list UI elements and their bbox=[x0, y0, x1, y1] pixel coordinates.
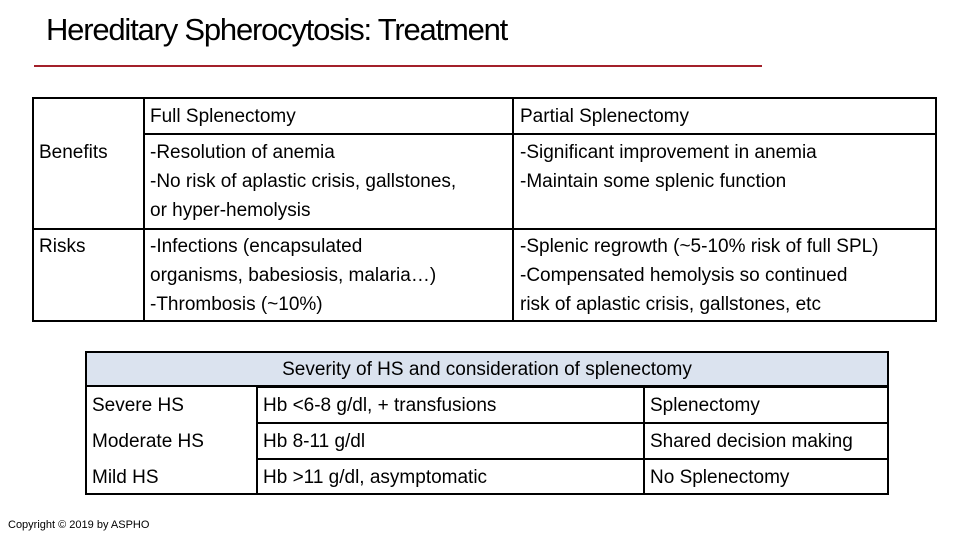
criteria-moderate: Hb 8-11 g/dl bbox=[263, 431, 366, 452]
recommendation-severe: Splenectomy bbox=[650, 395, 760, 416]
criteria-mild: Hb >11 g/dl, asymptomatic bbox=[263, 467, 488, 488]
severity-moderate: Moderate HS bbox=[92, 431, 204, 452]
column-header-full-splenectomy: Full Splenectomy bbox=[150, 106, 296, 127]
severity-severe: Severe HS bbox=[92, 395, 184, 416]
column-header-partial-splenectomy: Partial Splenectomy bbox=[520, 106, 689, 127]
risks-full-splenectomy: -Infections (encapsulated organisms, babesiosis, malaria…) -Thrombosis (~10%) bbox=[150, 236, 437, 315]
criteria-severe: Hb <6-8 g/dl, + transfusions bbox=[263, 395, 497, 416]
header-row-divider bbox=[143, 133, 937, 135]
title-underline bbox=[34, 65, 762, 67]
row-label-benefits: Benefits bbox=[39, 142, 108, 163]
severity-column-divider bbox=[643, 386, 645, 495]
severity-row-divider-2 bbox=[256, 458, 889, 460]
recommendation-moderate: Shared decision making bbox=[650, 431, 853, 452]
copyright-notice: Copyright © 2019 by ASPHO bbox=[8, 519, 150, 531]
severity-mild: Mild HS bbox=[92, 467, 159, 488]
benefits-full-splenectomy: -Resolution of anemia -No risk of aplastic crisis, gallstones, or hyper-hemolysis bbox=[150, 142, 457, 221]
severity-table-title: Severity of HS and consideration of splenectomy bbox=[282, 359, 692, 380]
severity-row-divider-1 bbox=[256, 422, 889, 424]
benefits-partial-splenectomy: -Significant improvement in anemia -Maintain some splenic function bbox=[520, 142, 817, 192]
row-divider bbox=[32, 228, 937, 230]
slide-title: Hereditary Spherocytosis: Treatment bbox=[46, 12, 508, 47]
column-divider-2 bbox=[512, 97, 514, 322]
severity-left-border bbox=[85, 386, 87, 495]
severity-bottom-left-border bbox=[85, 493, 258, 495]
risks-partial-splenectomy: -Splenic regrowth (~5-10% risk of full SPL) -Compensated hemolysis so continued risk of aplastic crisis, gallstones, etc bbox=[520, 236, 879, 315]
row-label-risks: Risks bbox=[39, 236, 86, 257]
column-divider-1 bbox=[143, 97, 145, 322]
recommendation-mild: No Splenectomy bbox=[650, 467, 790, 488]
